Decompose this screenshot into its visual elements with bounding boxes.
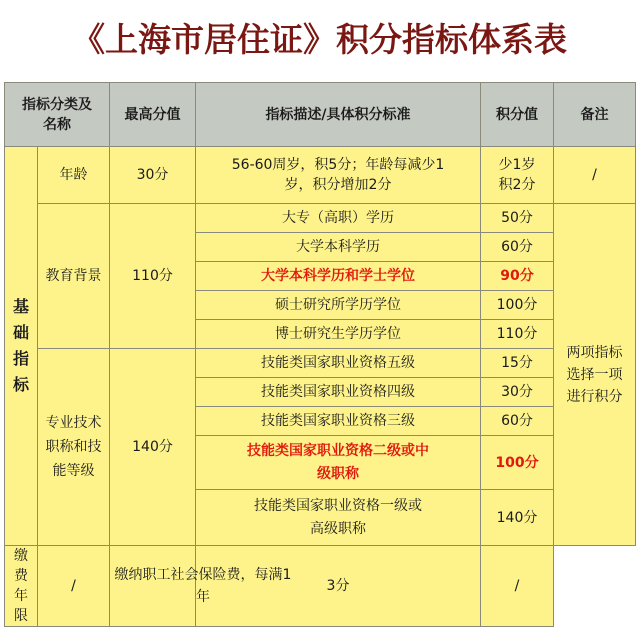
row-score-social: 3分 xyxy=(196,546,481,627)
points-table-wrapper xyxy=(4,82,635,624)
edu-desc-4: 硕士研究所学历学位 xyxy=(196,291,481,320)
row-name-social: 缴费年限 xyxy=(5,546,38,627)
row-note-social: / xyxy=(481,546,554,627)
category-basic xyxy=(5,147,38,546)
skill-desc-4 xyxy=(196,436,481,490)
skill-desc-5-text: 技能类国家职业资格一级或高级职称 xyxy=(254,497,422,537)
category-label: 基础指标 xyxy=(12,297,29,394)
row-name-age: 年龄 xyxy=(38,147,110,204)
skill-score-5: 140分 xyxy=(481,490,554,546)
table-row xyxy=(5,349,636,378)
age-score-text: 少1岁积2分 xyxy=(498,157,536,193)
table-row xyxy=(5,546,636,627)
row-desc-social xyxy=(110,546,292,627)
header-category: 指标分类及名称 xyxy=(5,83,110,147)
header-desc: 指标描述/具体积分标准 xyxy=(196,83,481,147)
skill-desc-4-text: 技能类国家职业资格二级或中级职称 xyxy=(247,442,429,482)
table-row xyxy=(5,204,636,233)
social-desc-text: 缴纳职工社会保险费，每满1年 xyxy=(114,567,292,605)
skill-desc-5 xyxy=(196,490,481,546)
row-name-skill xyxy=(38,349,110,546)
row-note-age: / xyxy=(554,147,636,204)
row-name-edu: 教育背景 xyxy=(38,204,110,349)
skill-desc-1: 技能类国家职业资格五级 xyxy=(196,349,481,378)
edu-score-5: 110分 xyxy=(481,320,554,349)
skill-score-4: 100分 xyxy=(481,436,554,490)
edu-score-4: 100分 xyxy=(481,291,554,320)
row-note-mid xyxy=(554,204,636,546)
row-score-age xyxy=(481,147,554,204)
skill-desc-2: 技能类国家职业资格四级 xyxy=(196,378,481,407)
row-max-edu: 110分 xyxy=(110,204,196,349)
header-score: 积分值 xyxy=(481,83,554,147)
row-max-age: 30分 xyxy=(110,147,196,204)
page-title: 《上海市居住证》积分指标体系表 xyxy=(72,19,567,59)
row-max-skill: 140分 xyxy=(110,349,196,546)
skill-score-3: 60分 xyxy=(481,407,554,436)
table-header-row xyxy=(5,83,636,147)
skill-name-text: 专业技术职称和技能等级 xyxy=(45,415,102,479)
edu-score-1: 50分 xyxy=(481,204,554,233)
skill-desc-3: 技能类国家职业资格三级 xyxy=(196,407,481,436)
points-table xyxy=(4,82,636,627)
row-max-social: / xyxy=(38,546,110,627)
edu-desc-3: 大学本科学历和学士学位 xyxy=(196,262,481,291)
note-mid-text: 两项指标选择一项进行积分 xyxy=(566,344,623,405)
edu-desc-2: 大学本科学历 xyxy=(196,233,481,262)
header-max: 最高分值 xyxy=(110,83,196,147)
header-note: 备注 xyxy=(554,83,636,147)
edu-desc-5: 博士研究生学历学位 xyxy=(196,320,481,349)
edu-score-3: 90分 xyxy=(481,262,554,291)
edu-desc-1: 大专（高职）学历 xyxy=(196,204,481,233)
skill-score-1: 15分 xyxy=(481,349,554,378)
skill-score-2: 30分 xyxy=(481,378,554,407)
row-desc-age: 56-60周岁，积5分；年龄每减少1岁，积分增加2分 xyxy=(196,147,481,204)
table-row xyxy=(5,147,636,204)
edu-score-2: 60分 xyxy=(481,233,554,262)
